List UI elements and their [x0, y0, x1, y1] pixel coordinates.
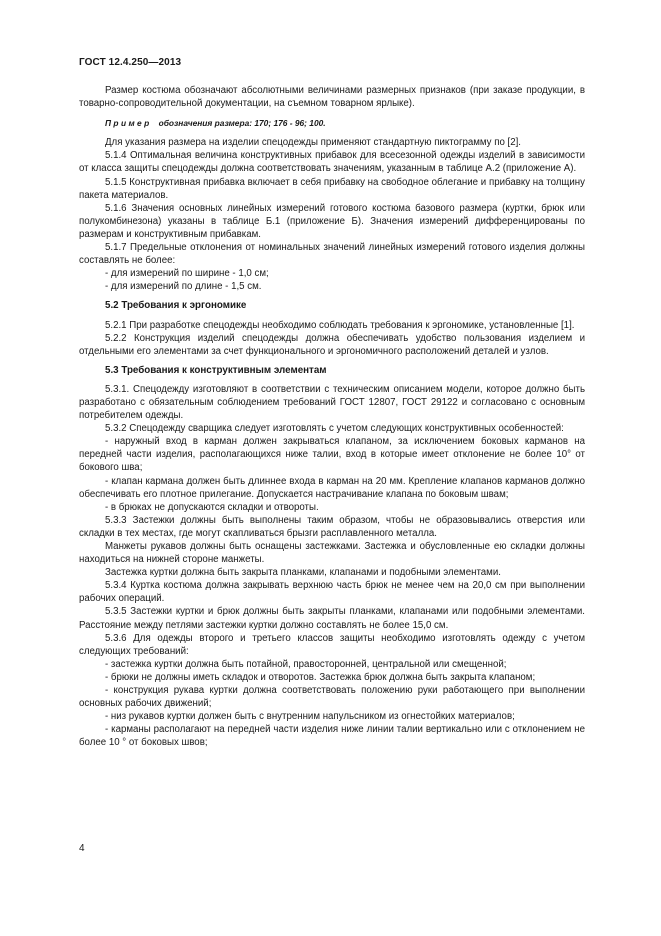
list-item: - низ рукавов куртки должен быть с внутренним напульсником из огнестойких материалов; [105, 711, 515, 723]
list-item: - карманы располагают на передней части изделия ниже линии талии вертикально или с отклонением не более 10 ° от боковых швов; [79, 724, 585, 749]
clause-5-2-2: 5.2.2 Конструкция изделий спецодежды должна обеспечивать удобство пользования изделием и отдельными его элементами за счет функционального и эргономичного расположений деталей и узлов. [79, 332, 585, 357]
section-heading-5-2: 5.2 Требования к эргономике [105, 300, 247, 312]
paragraph: Манжеты рукавов должны быть оснащены застежками. Застежка и обусловленные ею складки должны находиться на нижней стороне манжеты. [79, 541, 585, 566]
list-item: - для измерений по длине - 1,5 см. [105, 281, 262, 293]
list-item: - клапан кармана должен быть длиннее входа в карман на 20 мм. Крепление клапанов карманов должно обеспечивать его плотное прилегание. Допускается настрачивание клапана по боковым швам; [79, 475, 585, 500]
clause-5-3-6: 5.3.6 Для одежды второго и третьего классов защиты необходимо изготовлять одежду с учетом следующих требований: [79, 632, 585, 657]
section-heading-5-3: 5.3 Требования к конструктивным элементам [105, 364, 327, 376]
paragraph: Застежка куртки должна быть закрыта планками, клапанами и подобными элементами. [105, 567, 501, 579]
list-item: - наружный вход в карман должен закрываться клапаном, за исключением боковых карманов на передней части изделия, располагающихся ниже талии, вход в которые имеет отклонение не более 10° от бокового шва; [79, 436, 585, 474]
clause-5-1-6: 5.1.6 Значения основных линейных измерений готового костюма базового размера (куртки, брюк или полукомбинезона) указаны в таблице Б.1 (приложение Б). Значения измерений дифференцированы по размерам и конструктивным прибавкам. [79, 202, 585, 240]
document-header: ГОСТ 12.4.250—2013 [79, 57, 182, 68]
example-label: Пример [105, 118, 152, 129]
list-item: - застежка куртки должна быть потайной, правосторонней, центральной или смещенной; [105, 658, 507, 670]
clause-5-2-1: 5.2.1 При разработке спецодежды необходимо соблюдать требования к эргономике, установленные [1]. [105, 319, 575, 331]
clause-5-3-3: 5.3.3 Застежки должны быть выполнены таким образом, чтобы не образовывались отверстия или складки в тех местах, где могут скапливаться брызги расплавленного металла. [79, 514, 585, 539]
list-item: - конструкция рукава куртки должна соответствовать положению руки работающего при выполнении основных рабочих движений; [79, 685, 585, 710]
example-line [79, 117, 585, 130]
clause-5-3-2: 5.3.2 Спецодежду сварщика следует изготовлять с учетом следующих конструктивных особенностей: [105, 423, 564, 435]
document-body [79, 84, 585, 750]
clause-5-3-4: 5.3.4 Куртка костюма должна закрывать верхнюю часть брюк не менее чем на 20,0 см при выполнении рабочих операций. [79, 580, 585, 605]
clause-5-1-7: 5.1.7 Предельные отклонения от номинальных значений линейных измерений готового изделия должны составлять не более: [79, 242, 585, 267]
list-item: - в брюках не допускаются складки и отвороты. [105, 501, 319, 513]
clause-5-3-1: 5.3.1. Спецодежду изготовляют в соответствии с техническим описанием модели, которое должно быть разработано с обязательным соблюдением требований ГОСТ 12807, ГОСТ 29122 и согласовано с основным потребителем одежды. [79, 383, 585, 422]
paragraph: Для указания размера на изделии спецодежды применяют стандартную пиктограмму по [2]. [105, 137, 522, 149]
page-number: 4 [79, 843, 85, 854]
clause-5-3-5: 5.3.5 Застежки куртки и брюк должны быть закрыты планками, клапанами или подобными элементами. Расстояние между петлями застежки куртки должно составлять не более 15,0 см. [79, 606, 585, 631]
clause-5-1-5: 5.1.5 Конструктивная прибавка включает в себя прибавку на свободное облегание и прибавку на толщину пакета материалов. [79, 176, 585, 201]
clause-5-1-4: 5.1.4 Оптимальная величина конструктивных прибавок для всесезонной одежды изделий в зависимости от класса защиты спецодежды должна соответствовать значениям, указанным в таблице А.2 (приложение А). [79, 150, 585, 175]
list-item: - брюки не должны иметь складок и отворотов. Застежка брюк должна быть закрыта клапаном; [105, 671, 536, 683]
list-item: - для измерений по ширине - 1,0 см; [105, 268, 269, 280]
paragraph: Размер костюма обозначают абсолютными величинами размерных признаков (при заказе продукции, в товарно-сопроводительной документации, на съемном товарном ярлыке). [79, 85, 585, 110]
example-text: обозначения размера: 170; 176 - 96; 100. [158, 118, 326, 129]
